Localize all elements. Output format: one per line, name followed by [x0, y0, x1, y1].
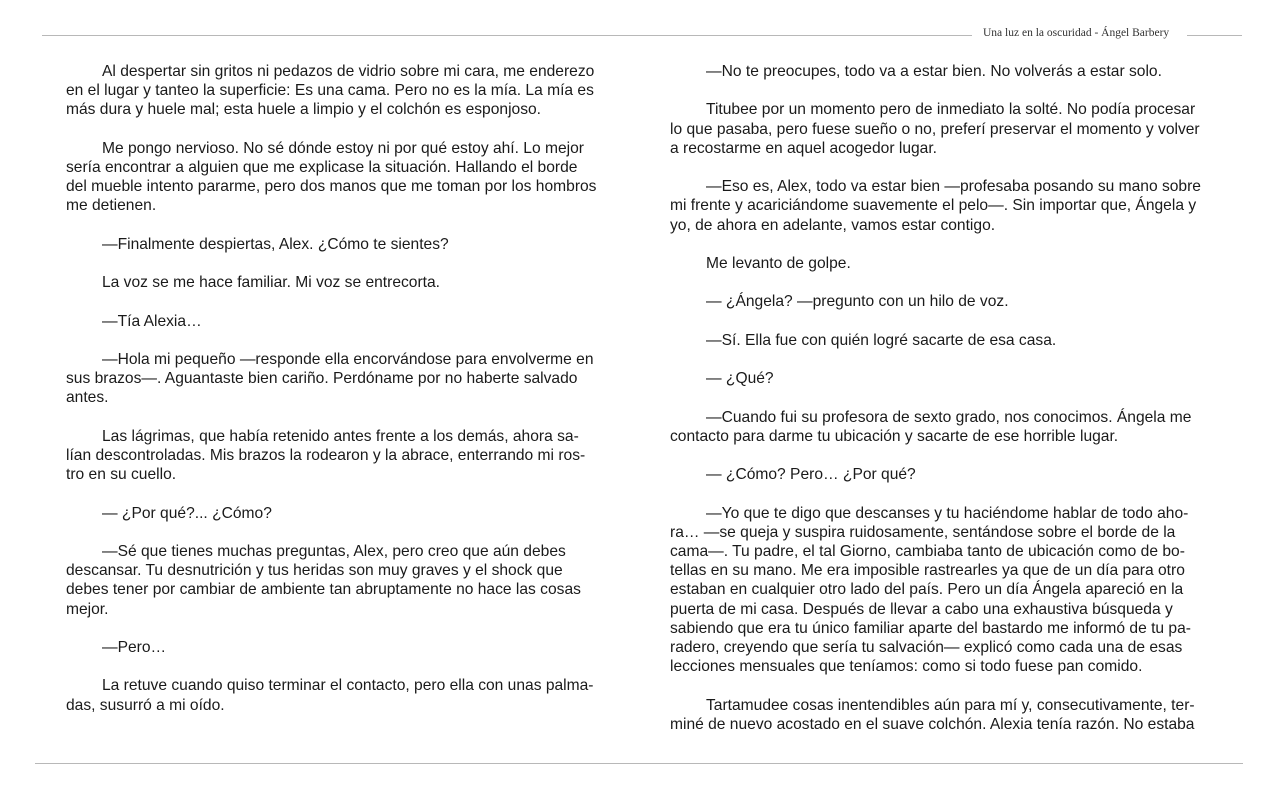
text-line: das, susurró a mi oído. — [66, 696, 225, 714]
text-line: — ¿Ángela? —pregunto con un hilo de voz. — [706, 293, 1009, 311]
text-line: —Finalmente despiertas, Alex. ¿Cómo te sientes? — [102, 235, 449, 253]
left-text-column — [66, 62, 618, 715]
text-line: radero, creyendo que sería tu salvación— explicó como cada una de esas — [670, 638, 1183, 656]
paragraph — [670, 696, 1218, 734]
text-line: Las lágrimas, que había retenido antes frente a los demás, ahora sa- — [102, 427, 579, 445]
text-line: Me levanto de golpe. — [706, 254, 851, 272]
text-line: Al despertar sin gritos ni pedazos de vidrio sobre mi cara, me enderezo — [102, 63, 595, 80]
text-line: —Pero… — [102, 638, 167, 656]
header-rule-left — [42, 35, 972, 36]
text-line: —Yo que te digo que descanses y tu haciéndome hablar de todo aho- — [706, 504, 1189, 522]
paragraph — [670, 504, 1218, 677]
text-line: —Tía Alexia… — [102, 312, 202, 330]
text-line: —Cuando fui su profesora de sexto grado, nos conocimos. Ángela me — [706, 408, 1192, 426]
paragraph — [670, 331, 1218, 350]
paragraph — [670, 369, 1218, 388]
running-title: Una luz en la oscuridad - Ángel Barbery — [983, 27, 1170, 39]
paragraph — [670, 408, 1218, 446]
text-line: —Sí. Ella fue con quién logré sacarte de esa casa. — [706, 331, 1057, 349]
text-line: lían descontroladas. Mis brazos la rodearon y la abrace, enterrando mi ros- — [66, 446, 586, 464]
text-line: me detienen. — [66, 197, 157, 215]
text-line: en el lugar y tanteo la superficie: Es una cama. Pero no es la mía. La mía es — [66, 82, 594, 100]
footer-rule — [35, 763, 1243, 764]
text-line: del mueble intento pararme, pero dos manos que me toman por los hombros — [66, 178, 597, 196]
text-line: puerta de mi casa. Después de llevar a cabo una exhaustiva búsqueda y — [670, 600, 1173, 618]
text-line: a recostarme en aquel acogedor lugar. — [670, 139, 937, 157]
text-line: más dura y huele mal; esta huele a limpio y el colchón es esponjoso. — [66, 101, 542, 119]
text-line: tro en su cuello. — [66, 466, 177, 484]
text-line: sería encontrar a alguien que me explicase la situación. Hallando el borde — [66, 159, 578, 176]
paragraph — [66, 62, 618, 120]
text-line: debes tener por cambiar de ambiente tan abruptamente no hace las cosas — [66, 581, 581, 599]
text-line: —Sé que tienes muchas preguntas, Alex, pero creo que aún debes — [102, 542, 566, 560]
text-line: —Eso es, Alex, todo va estar bien —profesaba posando su mano sobre — [706, 178, 1201, 196]
paragraph — [670, 62, 1218, 81]
text-line: — ¿Qué? — [706, 370, 774, 388]
paragraph — [66, 427, 618, 485]
text-line: — ¿Cómo? Pero… ¿Por qué? — [706, 466, 916, 484]
header-rule-right — [1187, 35, 1242, 36]
text-line: sabiendo que era tu único familiar aparte del bastardo me informó de tu pa- — [670, 619, 1191, 637]
paragraph — [66, 504, 618, 523]
paragraph — [66, 312, 618, 331]
paragraph — [66, 638, 618, 657]
text-line: mi frente y acariciándome suavemente el pelo—. Sin importar que, Ángela y — [670, 197, 1197, 215]
text-line: Titubee por un momento pero de inmediato la solté. No podía procesar — [706, 101, 1196, 119]
paragraph — [66, 542, 618, 619]
paragraph — [66, 139, 618, 216]
paragraph — [66, 350, 618, 408]
paragraph — [66, 235, 618, 254]
text-line: ra… —se queja y suspira ruidosamente, sentándose sobre el borde de la — [670, 523, 1176, 541]
text-line: lecciones mensuales que teníamos: como si todo fuese pan comido. — [670, 658, 1143, 676]
paragraph — [670, 465, 1218, 484]
text-line: —Hola mi pequeño —responde ella encorvándose para envolverme en — [102, 350, 594, 368]
paragraph — [670, 100, 1218, 158]
text-line: tellas en su mano. Me era imposible rastrearles ya que de un día para otro — [670, 562, 1185, 580]
paragraph — [670, 292, 1218, 311]
text-line: sus brazos—. Aguantaste bien cariño. Perdóname por no haberte salvado — [66, 370, 578, 388]
text-line: — ¿Por qué?... ¿Cómo? — [102, 504, 272, 522]
text-line: descansar. Tu desnutrición y tus heridas son muy graves y el shock que — [66, 562, 563, 580]
right-text-column — [670, 62, 1218, 734]
text-line: miné de nuevo acostado en el suave colchón. Alexia tenía razón. No estaba — [670, 715, 1195, 733]
text-line: La retuve cuando quiso terminar el contacto, pero ella con unas palma- — [102, 677, 594, 695]
paragraph — [66, 676, 618, 714]
text-line: La voz se me hace familiar. Mi voz se entrecorta. — [102, 274, 441, 292]
text-line: yo, de ahora en adelante, vamos estar contigo. — [670, 216, 996, 234]
text-line: mejor. — [66, 600, 109, 618]
text-line: cama—. Tu padre, el tal Giorno, cambiaba tanto de ubicación como de bo- — [670, 542, 1185, 560]
paragraph — [66, 273, 618, 292]
text-line: Me pongo nervioso. No sé dónde estoy ni por qué estoy ahí. Lo mejor — [102, 139, 584, 157]
text-line: —No te preocupes, todo va a estar bien. No volverás a estar solo. — [706, 63, 1162, 80]
text-line: Tartamudee cosas inentendibles aún para mí y, consecutivamente, ter- — [706, 696, 1195, 714]
text-line: antes. — [66, 389, 109, 407]
text-line: estaban en cualquier otro lado del país. Pero un día Ángela apareció en la — [670, 581, 1184, 599]
text-line: lo que pasaba, pero fuese sueño o no, preferí preservar el momento y volver — [670, 120, 1200, 138]
text-line: contacto para darme tu ubicación y sacarte de ese horrible lugar. — [670, 427, 1119, 445]
paragraph — [670, 254, 1218, 273]
paragraph — [670, 177, 1218, 235]
